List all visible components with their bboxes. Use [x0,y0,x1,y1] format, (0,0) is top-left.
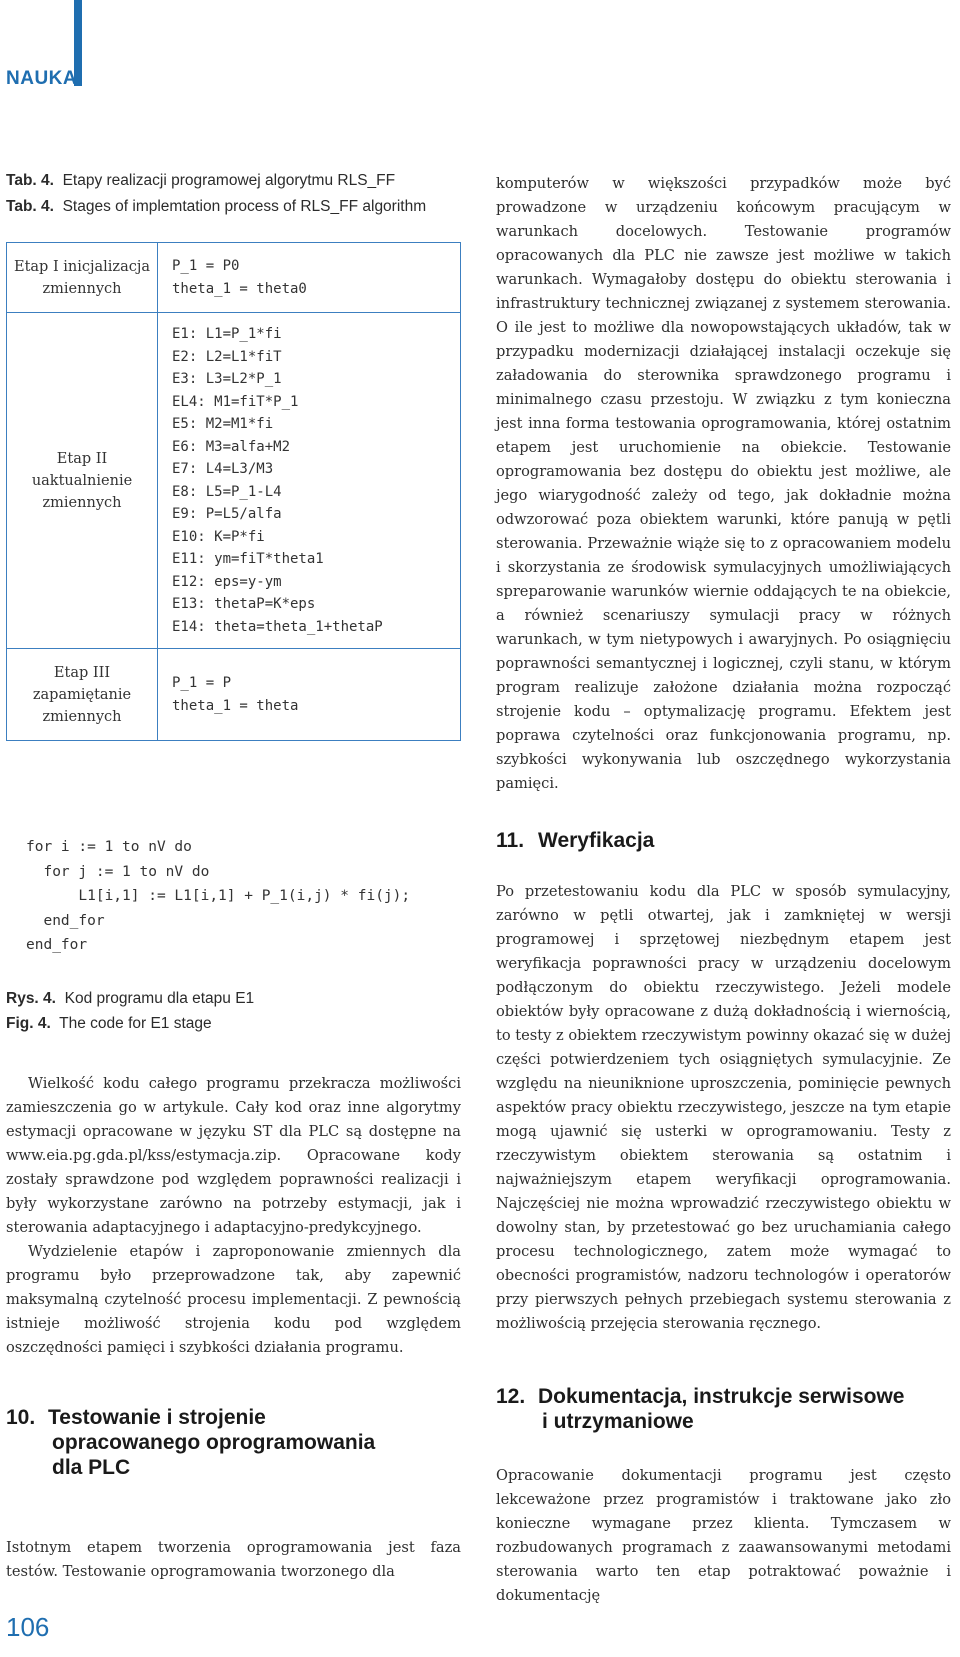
code-line: L1[i,1] := L1[i,1] + P_1(i,j) * fi(j); [26,888,411,904]
code-line: EL4: M1=fiT*P_1 [172,393,299,410]
code-line: for j := 1 to nV do [26,863,210,880]
stage-code [158,243,461,313]
page-number: 106 [6,1612,50,1642]
paragraph: Wydzielenie etapów i zaproponowanie zmiennych dla programu było przeprowadzone tak, aby zapewnić maksymalną czytelność procesu implementacji. Z pewnością istnieje możliwość strojenia kodu pod względem oszczędności pamięci i szybkości działania programu. [6,1243,461,1356]
section-number: 11. [496,829,525,852]
section-12-body [496,1464,951,1608]
figure-caption-pl-text: Kod programu dla etapu E1 [64,990,255,1007]
code-line: P_1 = P0 [172,258,240,274]
section-title-line: i utrzymaniowe [542,1410,694,1433]
code-line: theta_1 = theta [172,697,299,714]
paragraph: Opracowanie dokumentacji programu jest często lekceważone przez programistów i traktowane jako zło konieczne wymagane przez klienta. Tymczasem w rozbudowanych programach z zaawansowanymi metodami sterowania warto ten etap potraktować poważnie i dokumentację [496,1467,951,1604]
figure-caption-pl [6,990,254,1008]
section-number: 12. [496,1385,526,1408]
table-caption-pl [6,172,395,190]
code-line: P_1 = P [172,675,232,691]
table-caption-pl-prefix: Tab. 4. [6,172,54,189]
section-11-heading [496,828,951,853]
stage-label-line: Etap I inicjalizacja [14,258,150,275]
paragraph: komputerów w większości przypadków może być prowadzone w urządzeniu końcowym pracującym w warunkach docelowych. Testowanie programów opracowanych dla PLC nie zawsze jest możliwe w takich warunkach. Wymagałoby dostępu do obiektu sterowania i infrastruktury technicznej związanej z systemem sterowania. O ile jest to możliwe dla nowopowstających układów, tak w przypadku modernizacji działającej instalacji oczekuje się załadowania do sterownika sprawdzonego programu i minimalnego czasu przestoju. W związku z tym konieczna jest inna forma testowania oprogramowania, której ostatnim etapem jest uruchomienie na obiekcie. Testowanie oprogramowania bez dostępu do obiektu jest możliwe, ale jego wiarygodność zależy od tego, jak dokładnie można odwzorować poza obiektem warunki, które panują w pętli sterowania. Przeważnie wiąże się to z opracowaniem modelu i skorzystania ze środowisk symulacyjnych umożliwiających spreparowanie warunków wiernie oddających te na obiekcie, a również scenariuszy symulacji pracy w różnych warunkach, w tym nietypowych i awaryjnych. Po osiągnięciu poprawności semantycznej i logicznej, czyli stanu, w którym program realizuje założone działania można rozpocząć strojenie kodu – optymalizację programu. Efektem jest poprawa czytelności oraz funkcjonowania programu, np. szybkości wykonywania lub oszczędnego wykorzystania pamięci. [496,175,951,792]
code-line: end_for [26,912,105,929]
figure-caption-pl-prefix: Rys. 4. [6,990,56,1007]
table-row [7,243,461,313]
stage-label-line: zapamiętanie [32,686,132,703]
stage-label-line: Etap II [56,450,108,467]
stage-code [158,649,461,741]
code-line: E11: ym=fiT*theta1 [172,551,324,567]
code-line: theta_1 = theta0 [172,280,307,297]
section-12-heading [496,1384,956,1434]
paragraph: Wielkość kodu całego programu przekracza możliwości zamieszczenia go w artykule. Cały kod oraz inne algorytmy estymacji opracowane w języku ST dla PLC są dostępne na www.eia.pg.gda.pl/kss/estymacja.zip. Opracowane kody zostały sprawdzone pod względem poprawności realizacji i były wykorzystane zarówno na potrzeby estymacji, jak i sterowania adaptacyjnego i adaptacyjno-predykcyjnego. [6,1075,461,1236]
stage-label [7,649,158,741]
table-caption-pl-text: Etapy realizacji programowej algorytmu RLS_FF [62,172,396,189]
figure-caption-en-prefix: Fig. 4. [6,1015,51,1032]
table-row [7,649,461,741]
paragraph: Po przetestowaniu kodu dla PLC w sposób symulacyjny, zarówno w pętli otwartej, jak i zamkniętej w wersji programowej i sprzętowej niezbędnym etapem jest weryfikacja poprawności pracy w urządzeniu docelowym podłączonym do obiektu rzeczywistego. Jeżeli modele obiektów były opracowane z dużą dokładnością i wiernością, to testy z obiektem rzeczywistym powinny okazać się w dużej części potwierdzeniem tych osiągniętych symulacyjnie. Ze względu na nieuniknione uproszczenia, pominięcie pewnych aspektów pracy obiektu rzeczywistego, jeszcze na tym etapie mogą ujawnić się usterki w oprogramowaniu. Testy z rzeczywistym obiektem sterowania są ostatnim i najważniejszym etapem weryfikacji oprogramowania. Najczęściej nie można wprowadzić rzeczywistego obiektu w dowolny stan, by przetestować go bez uruchamiania całego procesu technologicznego, zatem może wymagać to obecności programistów, nadzoru technologów i operatorów przy pierwszych pełnych przebiegach systemu sterowania z możliwością przejęcia sterowania ręcznego. [496,883,951,1332]
table-caption-en [6,198,426,216]
stage-label-line: zmiennych [42,280,122,297]
table-caption-en-text: Stages of implemtation process of RLS_FF algorithm [62,198,427,215]
section-label: NAUKA [6,68,78,89]
code-line: E1: L1=P_1*fi [172,326,282,342]
section-title-line: opracowanego oprogramowania [52,1431,376,1454]
table-row [7,313,461,649]
figure-caption-en [6,1015,212,1033]
code-line: E3: L3=L2*P_1 [172,371,282,387]
code-line: E5: M2=M1*fi [172,416,274,432]
code-line: E2: L2=L1*fiT [172,348,282,365]
code-line: end_for [26,937,88,953]
code-line: E10: K=P*fi [172,528,265,545]
stage-label-line: zmiennych [42,494,122,511]
section-title-line: dla PLC [52,1456,131,1479]
code-line: E12: eps=y-ym [172,573,282,590]
stages-table [6,242,461,741]
figure-caption-en-text: The code for E1 stage [59,1015,212,1032]
section-title: Weryfikacja [538,829,655,852]
section-10-body [6,1536,461,1584]
stage-label-line: Etap III [53,664,111,681]
code-line: for i := 1 to nV do [26,839,192,855]
right-top-text [496,172,951,796]
stage-label-line: uaktualnienie [31,472,133,489]
stage-label [7,313,158,649]
code-line: E8: L5=P_1-L4 [172,483,282,500]
paragraph: Istotnym etapem tworzenia oprogramowania jest faza testów. Testowanie oprogramowania tworzonego dla [6,1539,461,1580]
stage-code [158,313,461,649]
code-line: E13: thetaP=K*eps [172,596,316,612]
code-line: E6: M3=alfa+M2 [172,438,291,455]
code-line: E9: P=L5/alfa [172,506,282,522]
left-body-text [6,1072,461,1360]
section-title-line: Dokumentacja, instrukcje serwisowe [538,1385,905,1408]
stage-label-line: zmiennych [42,708,122,725]
section-number: 10. [6,1406,36,1429]
table-caption-en-prefix: Tab. 4. [6,198,54,215]
code-line: E14: theta=theta_1+thetaP [172,618,383,635]
section-title-line: Testowanie i strojenie [48,1406,266,1429]
stage-label [7,243,158,313]
code-listing [26,835,410,958]
section-10-heading [6,1405,461,1480]
section-11-body [496,880,951,1336]
code-line: E7: L4=L3/M3 [172,461,274,477]
